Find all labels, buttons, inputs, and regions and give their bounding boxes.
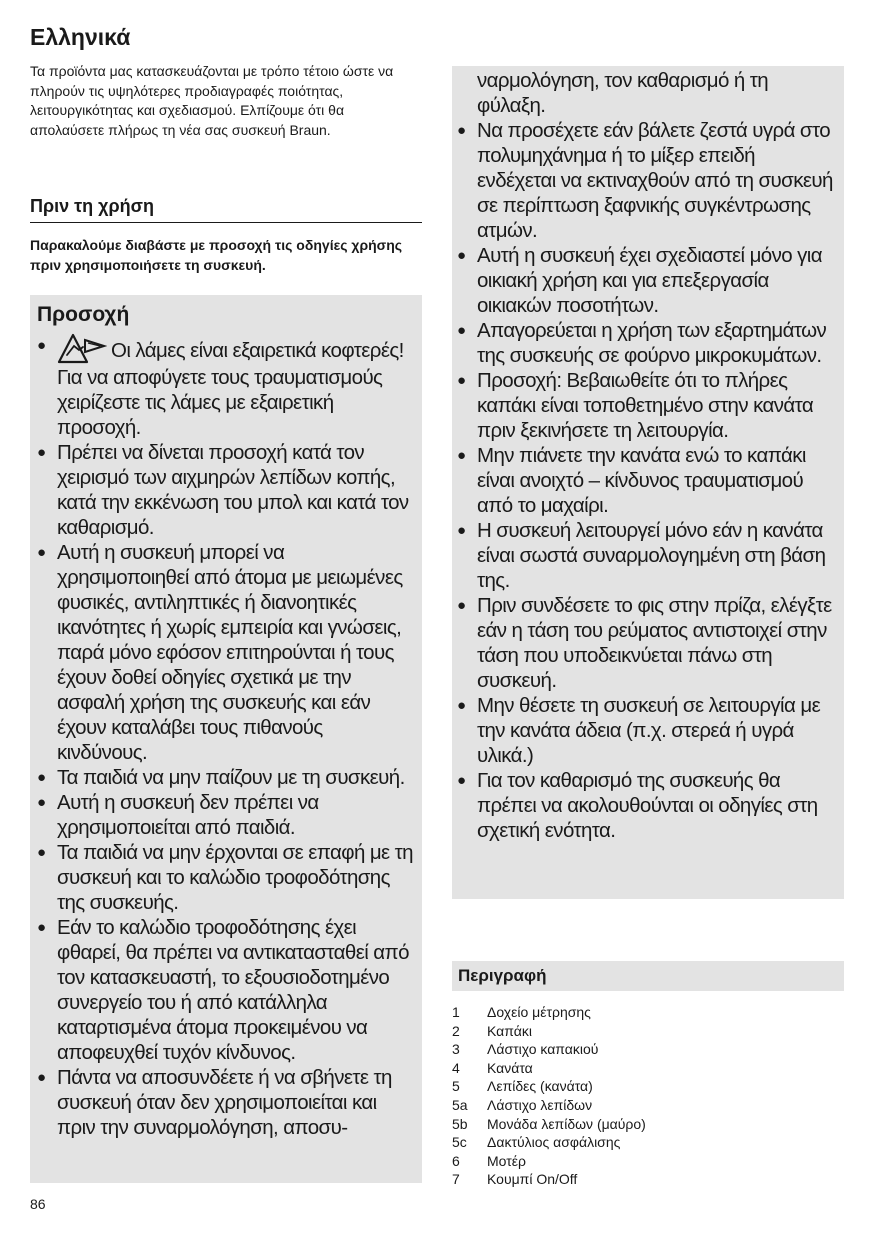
page-number: 86 bbox=[30, 1196, 46, 1212]
part-number: 7 bbox=[452, 1171, 460, 1188]
list-item: ● Η συσκευή λειτουργεί μόνο εάν η κανάτα είναι σωστά συναρμολογημένη στη βάση της. bbox=[457, 518, 836, 593]
warning-box-continued bbox=[452, 66, 844, 899]
list-item: ● Απαγορεύεται η χρήση των εξαρτημάτων της συσκευής σε φούρνο μικροκυμάτων. bbox=[457, 318, 836, 368]
list-item: ● Μην θέσετε τη συσκευή σε λειτουργία με την κανάτα άδεια (π.χ. στερεά ή υγρά υλικά.) bbox=[457, 693, 836, 768]
warning-title: Προσοχή bbox=[37, 303, 130, 326]
part-label: Κανάτα bbox=[487, 1059, 533, 1076]
list-item: ● Προσοχή: Βεβαιωθείτε ότι το πλήρες καπάκι είναι τοποθετημένο στην κανάτα πριν ξεκινήσετε τη λειτουργία. bbox=[457, 368, 836, 443]
part-label: Δακτύλιος ασφάλισης bbox=[487, 1134, 621, 1151]
list-item: ● Πριν συνδέσετε το φις στην πρίζα, ελέγξτε εάν η τάση του ρεύματος αντιστοιχεί στην τάση που υποδεικνύεται πάνω στη συσκευή. bbox=[457, 593, 836, 693]
part-item bbox=[452, 1152, 842, 1171]
part-item bbox=[452, 1003, 842, 1022]
part-item bbox=[452, 1077, 842, 1096]
part-item bbox=[452, 1133, 842, 1152]
list-item: ● Για τον καθαρισμό της συσκευής θα πρέπει να ακολουθούνται οι οδηγίες στη σχετική ενότητα. bbox=[457, 768, 836, 843]
part-number: 5c bbox=[452, 1134, 467, 1151]
part-item bbox=[452, 1096, 842, 1115]
part-number: 1 bbox=[452, 1004, 460, 1020]
part-number: 4 bbox=[452, 1059, 460, 1076]
list-item: ● Εάν το καλώδιο τροφοδότησης έχει φθαρεί, θα πρέπει να αντικατασταθεί από τον κατασκευαστή, το εξουσιοδοτημένο συνεργείο του ή από κατάλληλα καταρτισμένα άτομα προκειμένου να αποφευχθεί τυχόν κίνδυνος. bbox=[37, 915, 414, 1065]
part-label: Δοχείο μέτρησης bbox=[487, 1004, 591, 1020]
description-heading: Περιγραφή bbox=[452, 961, 844, 991]
list-item: ● Μην πιάνετε την κανάτα ενώ το καπάκι είναι ανοιχτό – κίνδυνος τραυματισμού από το μαχαίρι. bbox=[457, 443, 836, 518]
list-item: ● Πάντα να αποσυνδέετε ή να σβήνετε τη συσκευή όταν δεν χρησιμοποιείται και πριν την συναρμολόγηση, αποσυ- bbox=[37, 1065, 414, 1140]
part-label: Λάστιχο λεπίδων bbox=[487, 1096, 593, 1113]
list-item: ● Τα παιδιά να μην παίζουν με τη συσκευή. bbox=[37, 765, 414, 790]
part-label: Μοτέρ bbox=[487, 1152, 526, 1169]
list-item: ● Αυτή η συσκευή δεν πρέπει να χρησιμοποιείται από παιδιά. bbox=[37, 790, 414, 840]
part-item bbox=[452, 1170, 842, 1189]
warning-list bbox=[37, 333, 414, 1140]
warning-list-continued bbox=[457, 118, 836, 843]
page-title: Ελληνικά bbox=[30, 24, 131, 50]
part-label: Κουμπί On/Off bbox=[487, 1171, 578, 1188]
part-item bbox=[452, 1022, 842, 1041]
part-number: 5a bbox=[452, 1096, 468, 1113]
part-label: Λεπίδες (κανάτα) bbox=[487, 1078, 593, 1095]
warning-box bbox=[30, 295, 422, 1183]
part-number: 5b bbox=[452, 1115, 468, 1132]
part-label: Λάστιχο καπακιού bbox=[487, 1041, 599, 1058]
part-item bbox=[452, 1115, 842, 1134]
list-item: ● Αυτή η συσκευή μπορεί να χρησιμοποιηθεί από άτομα με μειωμένες φυσικές, αντιληπτικές ή διανοητικές ικανότητες ή χωρίς εμπειρία και γνώσεις, παρά μόνο εφόσον επιτηρούνται ή τους έχουν δοθεί οδηγίες σχετικά με την ασφαλή χρήση της συσκευής και εάν έχουν καταλάβει τους πιθανούς κινδύνους. bbox=[37, 540, 414, 765]
continued-text: ναρμολόγηση, τον καθαρισμό ή τη φύλαξη. bbox=[477, 69, 769, 117]
list-item: ● Να προσέχετε εάν βάλετε ζεστά υγρά στο πολυμηχάνημα ή το μίξερ επειδή ενδέχεται να εκτιναχθούν από τη συσκευή σε περίπτωση ξαφνικής συγκέντρωσης ατμών. bbox=[457, 118, 836, 243]
list-item: ● Οι λάμες είναι εξαιρετικά κοφτερές! Για να αποφύγετε τους τραυματισμούς χειρίζεστε τις λάμες με εξαιρετική προσοχή. bbox=[37, 333, 414, 440]
blade-hand-warning-icon bbox=[57, 333, 107, 365]
list-item: ● Τα παιδιά να μην έρχονται σε επαφή με τη συσκευή και το καλώδιο τροφοδότησης της συσκευής. bbox=[37, 840, 414, 915]
parts-list bbox=[452, 1003, 842, 1189]
intro-text: Τα προϊόντα μας κατασκευάζονται με τρόπο τέτοιο ώστε να πληρούν τις υψηλότερες προδιαγραφές ποιότητας, λειτουργικότητας και σχεδιασμού. Ελπίζουμε ότι θα απολαύσετε πλήρως τη νέα σας συσκευή Braun. bbox=[30, 63, 394, 138]
list-item: ● Πρέπει να δίνεται προσοχή κατά τον χειρισμό των αιχμηρών λεπίδων κοπής, κατά την εκκένωση του μπολ και κατά τον καθαρισμό. bbox=[37, 440, 414, 540]
part-number: 3 bbox=[452, 1041, 460, 1058]
part-label: Καπάκι bbox=[487, 1022, 532, 1039]
read-instructions-note: Παρακαλούμε διαβάστε με προσοχή τις οδηγίες χρήσης πριν χρησιμοποιήσετε τη συσκευή. bbox=[30, 237, 403, 273]
part-item bbox=[452, 1040, 842, 1059]
part-number: 2 bbox=[452, 1022, 460, 1039]
part-number: 5 bbox=[452, 1078, 460, 1095]
part-label: Μονάδα λεπίδων (μαύρο) bbox=[487, 1115, 646, 1132]
part-item bbox=[452, 1059, 842, 1078]
part-number: 6 bbox=[452, 1152, 460, 1169]
list-item: ● Αυτή η συσκευή έχει σχεδιαστεί μόνο για οικιακή χρήση και για επεξεργασία οικιακών ποσοτήτων. bbox=[457, 243, 836, 318]
before-use-heading: Πριν τη χρήση bbox=[30, 196, 422, 223]
